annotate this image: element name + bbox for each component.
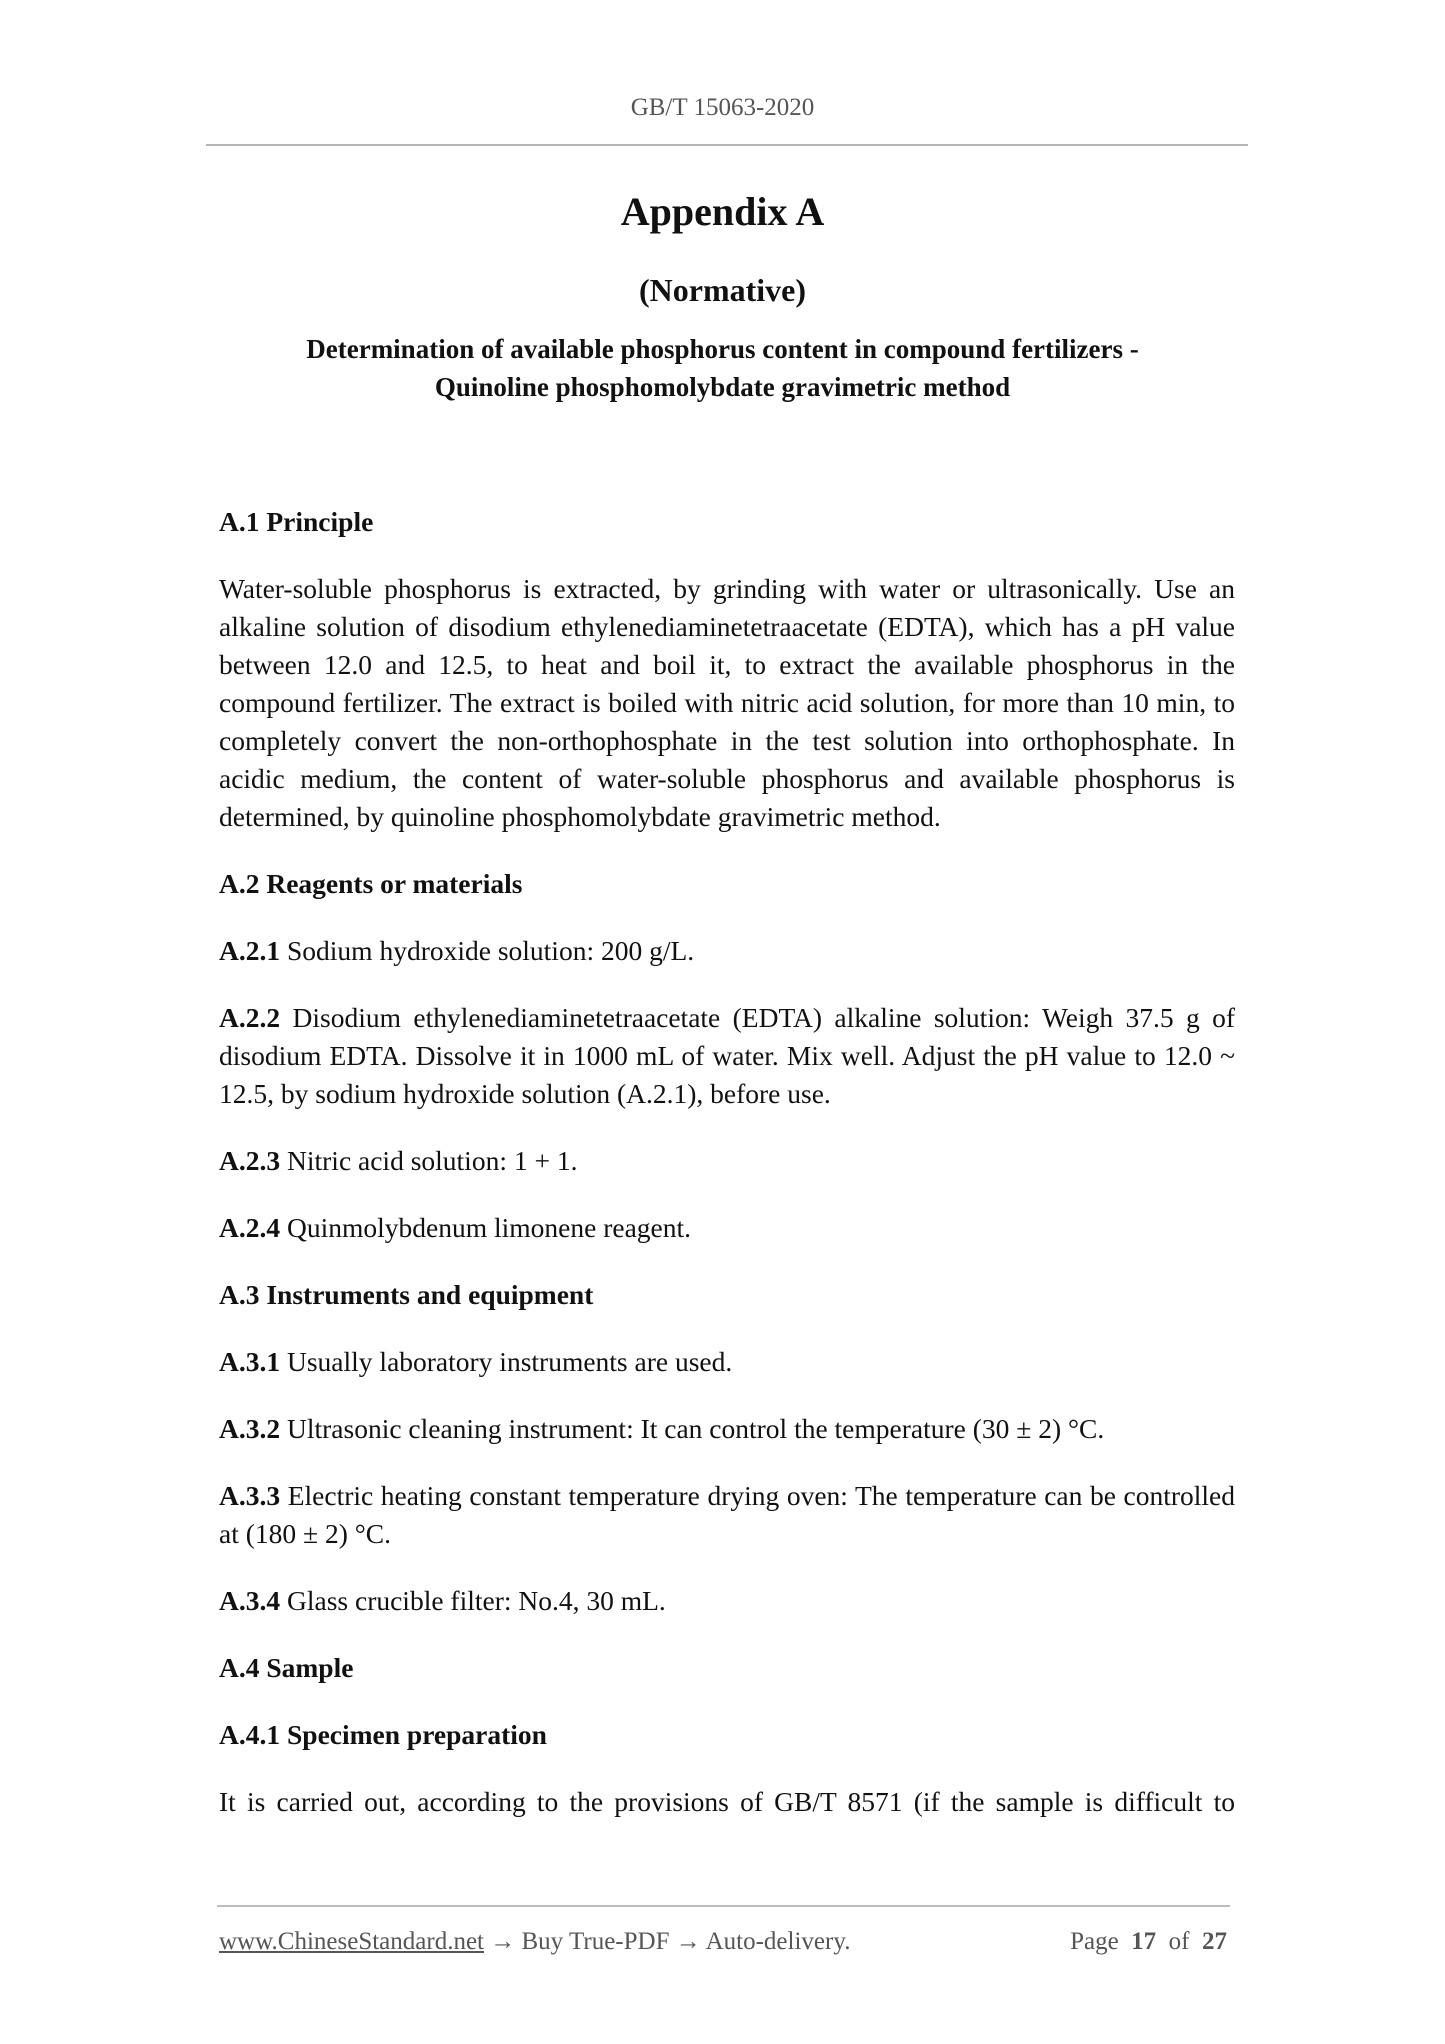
clause-a32 (219, 1410, 1235, 1448)
clause-number: A.3.4 (219, 1585, 281, 1616)
clause-a33 (219, 1477, 1235, 1553)
footer-promo-text: → Buy True-PDF → Auto-delivery. (484, 1928, 851, 1955)
clause-a34 (219, 1582, 1235, 1620)
document-header: GB/T 15063-2020 (630, 94, 815, 121)
clause-text: Disodium ethylenediaminetetraacetate (EDTA) alkaline solution: Weigh 37.5 g of disodium EDTA. Dissolve it in 1000 mL of water. Mix well. Adjust the pH value to 12.0 ~ 12.5, by sodium hydroxide solution (A.2.1), before use. (219, 1002, 1235, 1109)
current-page: 17 (1131, 1928, 1157, 1955)
clause-number: A.3.1 (219, 1346, 281, 1377)
appendix-title: Appendix A (620, 189, 825, 234)
clause-number: A.2.1 (219, 935, 281, 966)
clause-number: A.3.3 (219, 1480, 281, 1511)
header-divider (206, 144, 1248, 146)
clause-number: A.2.2 (219, 1002, 281, 1033)
document-body (219, 503, 1235, 1850)
subtitle-line-1: Determination of available phosphorus content in compound fertilizers - (306, 334, 1139, 364)
section-heading-a41: A.4.1 Specimen preparation (219, 1719, 547, 1750)
clause-number: A.2.3 (219, 1145, 281, 1176)
clause-text: Quinmolybdenum limonene reagent. (287, 1212, 692, 1243)
footer-divider (217, 1905, 1230, 1907)
subtitle-line-2: Quinoline phosphomolybdate gravimetric method (434, 372, 1011, 402)
page-number (1070, 1928, 1227, 1956)
paragraph-a1: Water-soluble phosphorus is extracted, by grinding with water or ultrasonically. Use an alkaline solution of disodium ethylenediaminetetraacetate (EDTA), which has a pH value between 12.0 and 12.5, to heat and boil it, to extract the available phosphorus in the compound fertilizer. The extract is boiled with nitric acid solution, for more than 10 min, to completely convert the non-orthophosphate in the test solution into orthophosphate. In acidic medium, the content of water-soluble phosphorus and available phosphorus is determined, by quinoline phosphomolybdate gravimetric method. (219, 573, 1235, 832)
section-heading-a1: A.1 Principle (219, 506, 374, 537)
chinesestandard-link[interactable]: www.ChineseStandard.net (219, 1928, 484, 1955)
clause-a31 (219, 1343, 1235, 1381)
section-heading-a3: A.3 Instruments and equipment (219, 1279, 594, 1310)
appendix-normative-label: (Normative) (638, 272, 807, 308)
footer-promo (219, 1928, 850, 1956)
clause-a24 (219, 1209, 1235, 1247)
clause-text: Usually laboratory instruments are used. (287, 1346, 733, 1377)
clause-number: A.3.2 (219, 1413, 281, 1444)
page-label: Page (1070, 1928, 1119, 1955)
clause-a21 (219, 932, 1235, 970)
of-label: of (1168, 1928, 1190, 1955)
total-pages: 27 (1202, 1928, 1227, 1955)
paragraph-a41: It is carried out, according to the provisions of GB/T 8571 (if the sample is difficult to (219, 1786, 1235, 1817)
page-footer (219, 1928, 1227, 1956)
clause-a23 (219, 1142, 1235, 1180)
clause-text: Glass crucible filter: No.4, 30 mL. (287, 1585, 666, 1616)
clause-number: A.2.4 (219, 1212, 281, 1243)
clause-text: Nitric acid solution: 1 + 1. (287, 1145, 578, 1176)
appendix-subtitle (0, 330, 1445, 406)
clause-text: Electric heating constant temperature drying oven: The temperature can be controlled at (180 ± 2) °C. (219, 1480, 1236, 1549)
section-heading-a4: A.4 Sample (219, 1652, 354, 1683)
clause-a22 (219, 999, 1235, 1113)
section-heading-a2: A.2 Reagents or materials (219, 868, 523, 899)
clause-text: Sodium hydroxide solution: 200 g/L. (287, 935, 695, 966)
clause-text: Ultrasonic cleaning instrument: It can control the temperature (30 ± 2) °C. (287, 1413, 1105, 1444)
